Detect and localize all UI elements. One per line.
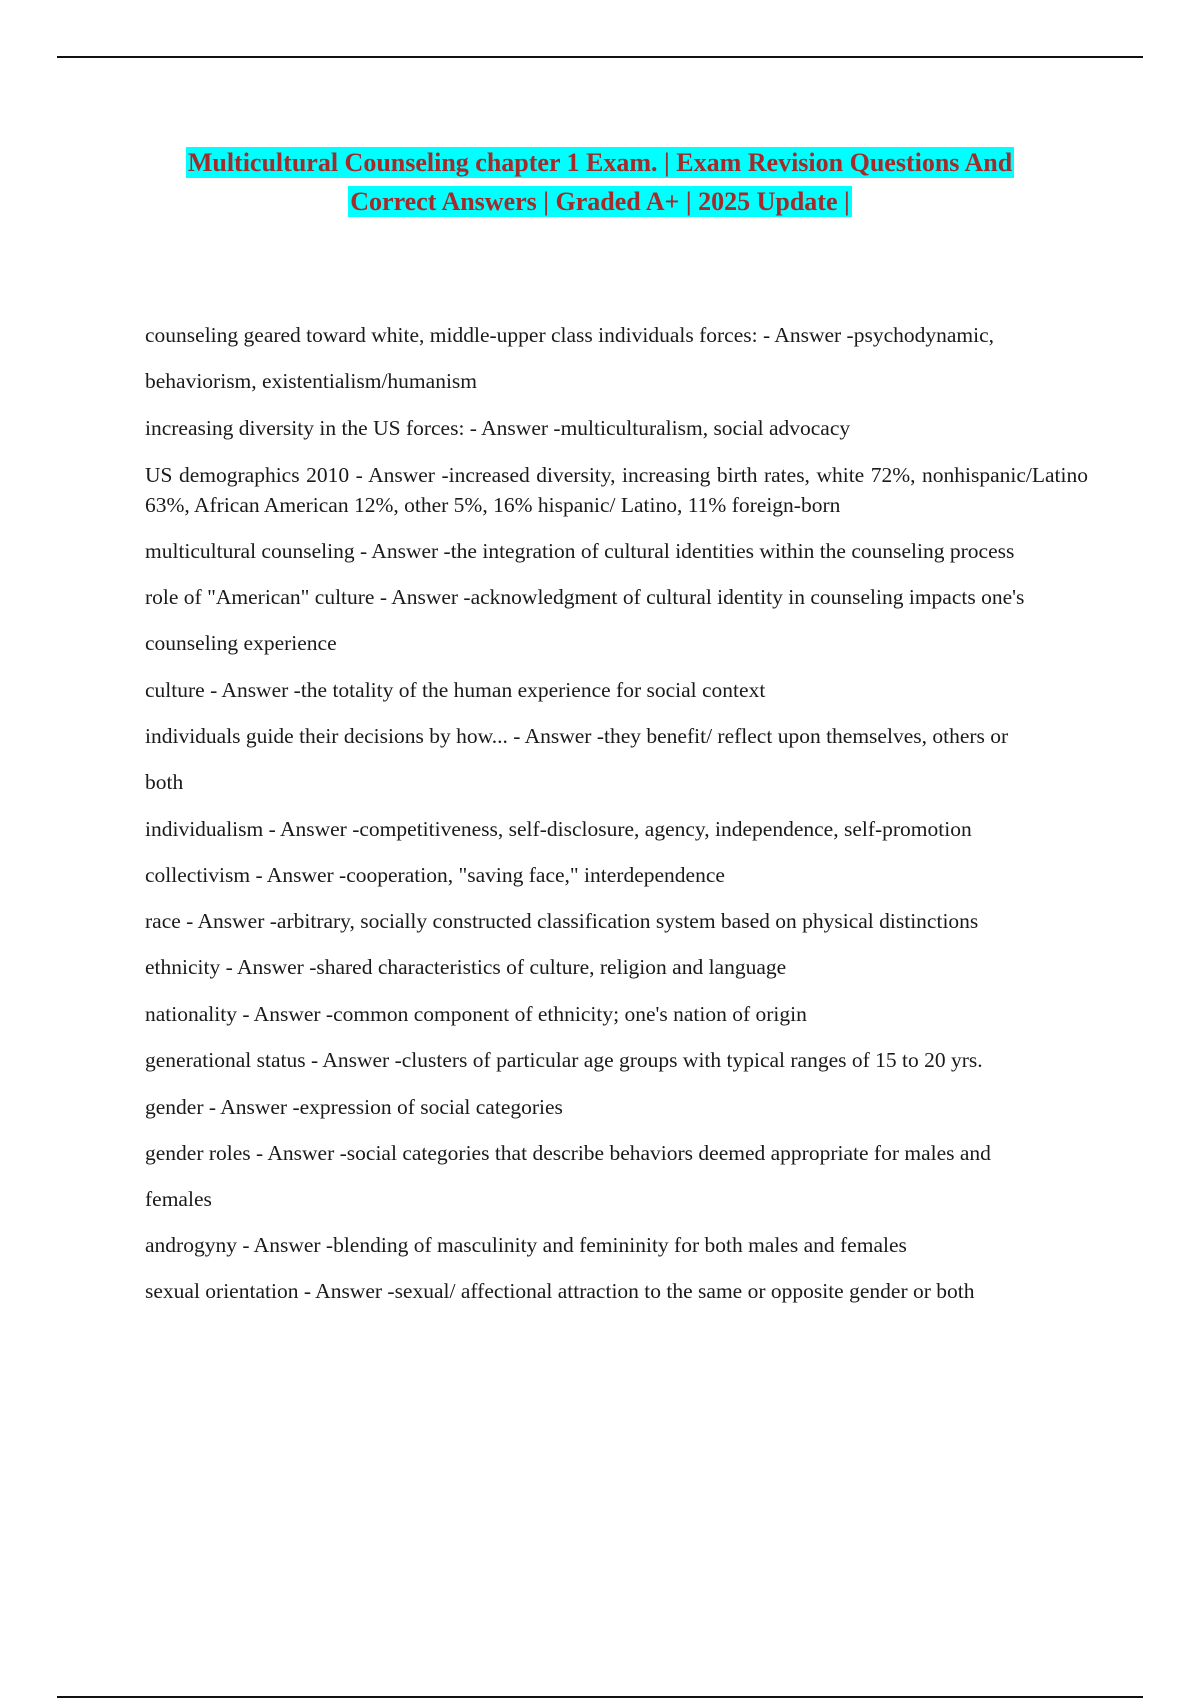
qa-entry: culture - Answer -the totality of the human experience for social context	[145, 678, 766, 702]
qa-entry: ethnicity - Answer -shared characteristics of culture, religion and language	[145, 955, 787, 979]
qa-entry: US demographics 2010 - Answer -increased diversity, increasing birth rates, white 72%, nonhispanic/Latino 63%, African American 12%, other 5%, 16% hispanic/ Latino, 11% foreign-born	[145, 463, 1088, 517]
qa-entry: individuals guide their decisions by how... - Answer -they benefit/ reflect upon themselves, others or	[145, 724, 1009, 748]
qa-entry: androgyny - Answer -blending of masculinity and femininity for both males and females	[145, 1233, 907, 1257]
qa-entry: multicultural counseling - Answer -the integration of cultural identities within the counseling process	[145, 539, 1015, 563]
qa-entry: gender - Answer -expression of social categories	[145, 1095, 563, 1119]
top-rule	[57, 56, 1143, 58]
qa-entry: nationality - Answer -common component of ethnicity; one's nation of origin	[145, 1002, 807, 1026]
qa-entry: counseling experience	[145, 631, 337, 655]
qa-entry: behaviorism, existentialism/humanism	[145, 369, 478, 393]
qa-entry: counseling geared toward white, middle-upper class individuals forces: - Answer -psychodynamic,	[145, 323, 995, 347]
document-title	[120, 145, 1080, 223]
qa-entry: role of "American" culture - Answer -acknowledgment of cultural identity in counseling impacts one's	[145, 585, 1025, 609]
qa-entry: individualism - Answer -competitiveness, self-disclosure, agency, independence, self-promotion	[145, 817, 972, 841]
qa-entry: females	[145, 1187, 212, 1211]
qa-list	[145, 320, 1088, 1306]
document-title-line-2: Correct Answers | Graded A+ | 2025 Update |	[350, 187, 850, 216]
bottom-rule	[57, 1696, 1143, 1698]
qa-entry: gender roles - Answer -social categories that describe behaviors deemed appropriate for males and	[145, 1141, 991, 1165]
qa-entry: collectivism - Answer -cooperation, "saving face," interdependence	[145, 863, 725, 887]
qa-entry: both	[145, 770, 184, 794]
document-title-line-1: Multicultural Counseling chapter 1 Exam. | Exam Revision Questions And	[187, 148, 1013, 177]
qa-entry: sexual orientation - Answer -sexual/ affectional attraction to the same or opposite gender or both	[145, 1279, 975, 1303]
qa-entry: increasing diversity in the US forces: - Answer -multiculturalism, social advocacy	[145, 416, 851, 440]
qa-entry: race - Answer -arbitrary, socially constructed classification system based on physical distinctions	[145, 909, 979, 933]
qa-entry: generational status - Answer -clusters of particular age groups with typical ranges of 15 to 20 yrs.	[145, 1048, 983, 1072]
